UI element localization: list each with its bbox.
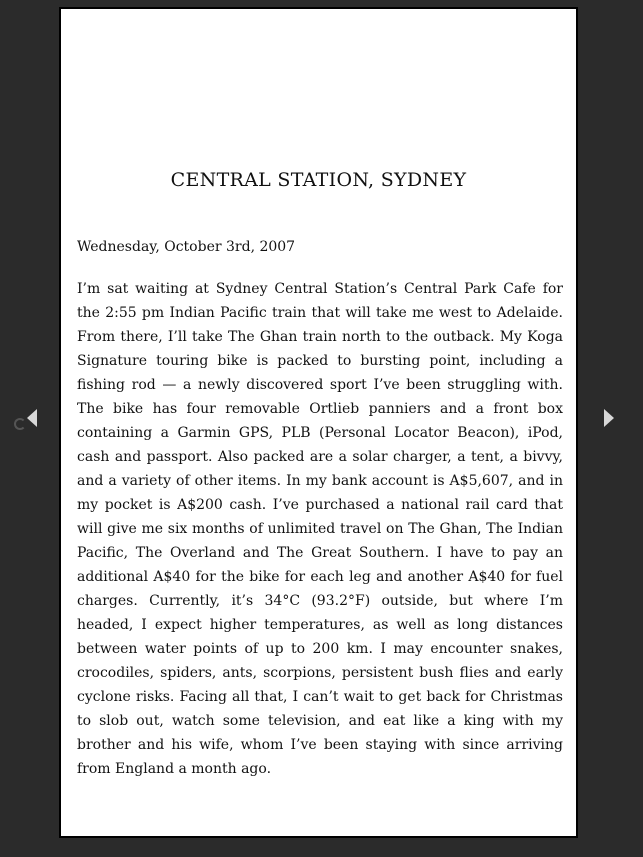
chapter-date: Wednesday, October 3rd, 2007 <box>77 239 296 255</box>
next-page-icon[interactable] <box>604 409 614 427</box>
chapter-body-text: I’m sat waiting at Sydney Central Station’s Central Park Cafe for the 2:55 pm Indian Pacific train that will take me west to Adelaide. From there, I’ll take The Ghan train north to the outback. My Koga Signature touring bike is packed to bursting point, including a fishing rod — a newly discovered sport I’ve been struggling with. The bike has four removable Ortlieb panniers and a front box containing a Garmin GPS, PLB (Personal Locator Beacon), iPod, cash and passport. Also packed are a solar charger, a tent, a bivvy, and a variety of other items. In my bank account is A$5,607, and in my pocket is A$200 cash. I’ve purchased a national rail card that will give me six months of unlimited travel on The Ghan, The Indian Pacific, The Overland and The Great Southern. I have to pay an additional A$40 for the bike for each leg and another A$40 for fuel charges. Currently, it’s 34°C (93.2°F) outside, but where I’m headed, I expect higher temperatures, as well as long distances between water points of up to 200 km. I may encounter snakes, crocodiles, spiders, ants, scorpions, persistent bush flies and early cyclone risks. Facing all that, I can’t wait to get back for Christmas to slob out, watch some television, and eat like a king with my brother and his wife, whom I’ve been staying with since arriving from England a month ago. <box>77 281 563 777</box>
chapter-title: CENTRAL STATION, SYDNEY <box>170 169 467 191</box>
previous-page-icon[interactable] <box>27 409 37 427</box>
loading-spinner-icon <box>14 418 26 430</box>
book-page <box>59 7 578 838</box>
